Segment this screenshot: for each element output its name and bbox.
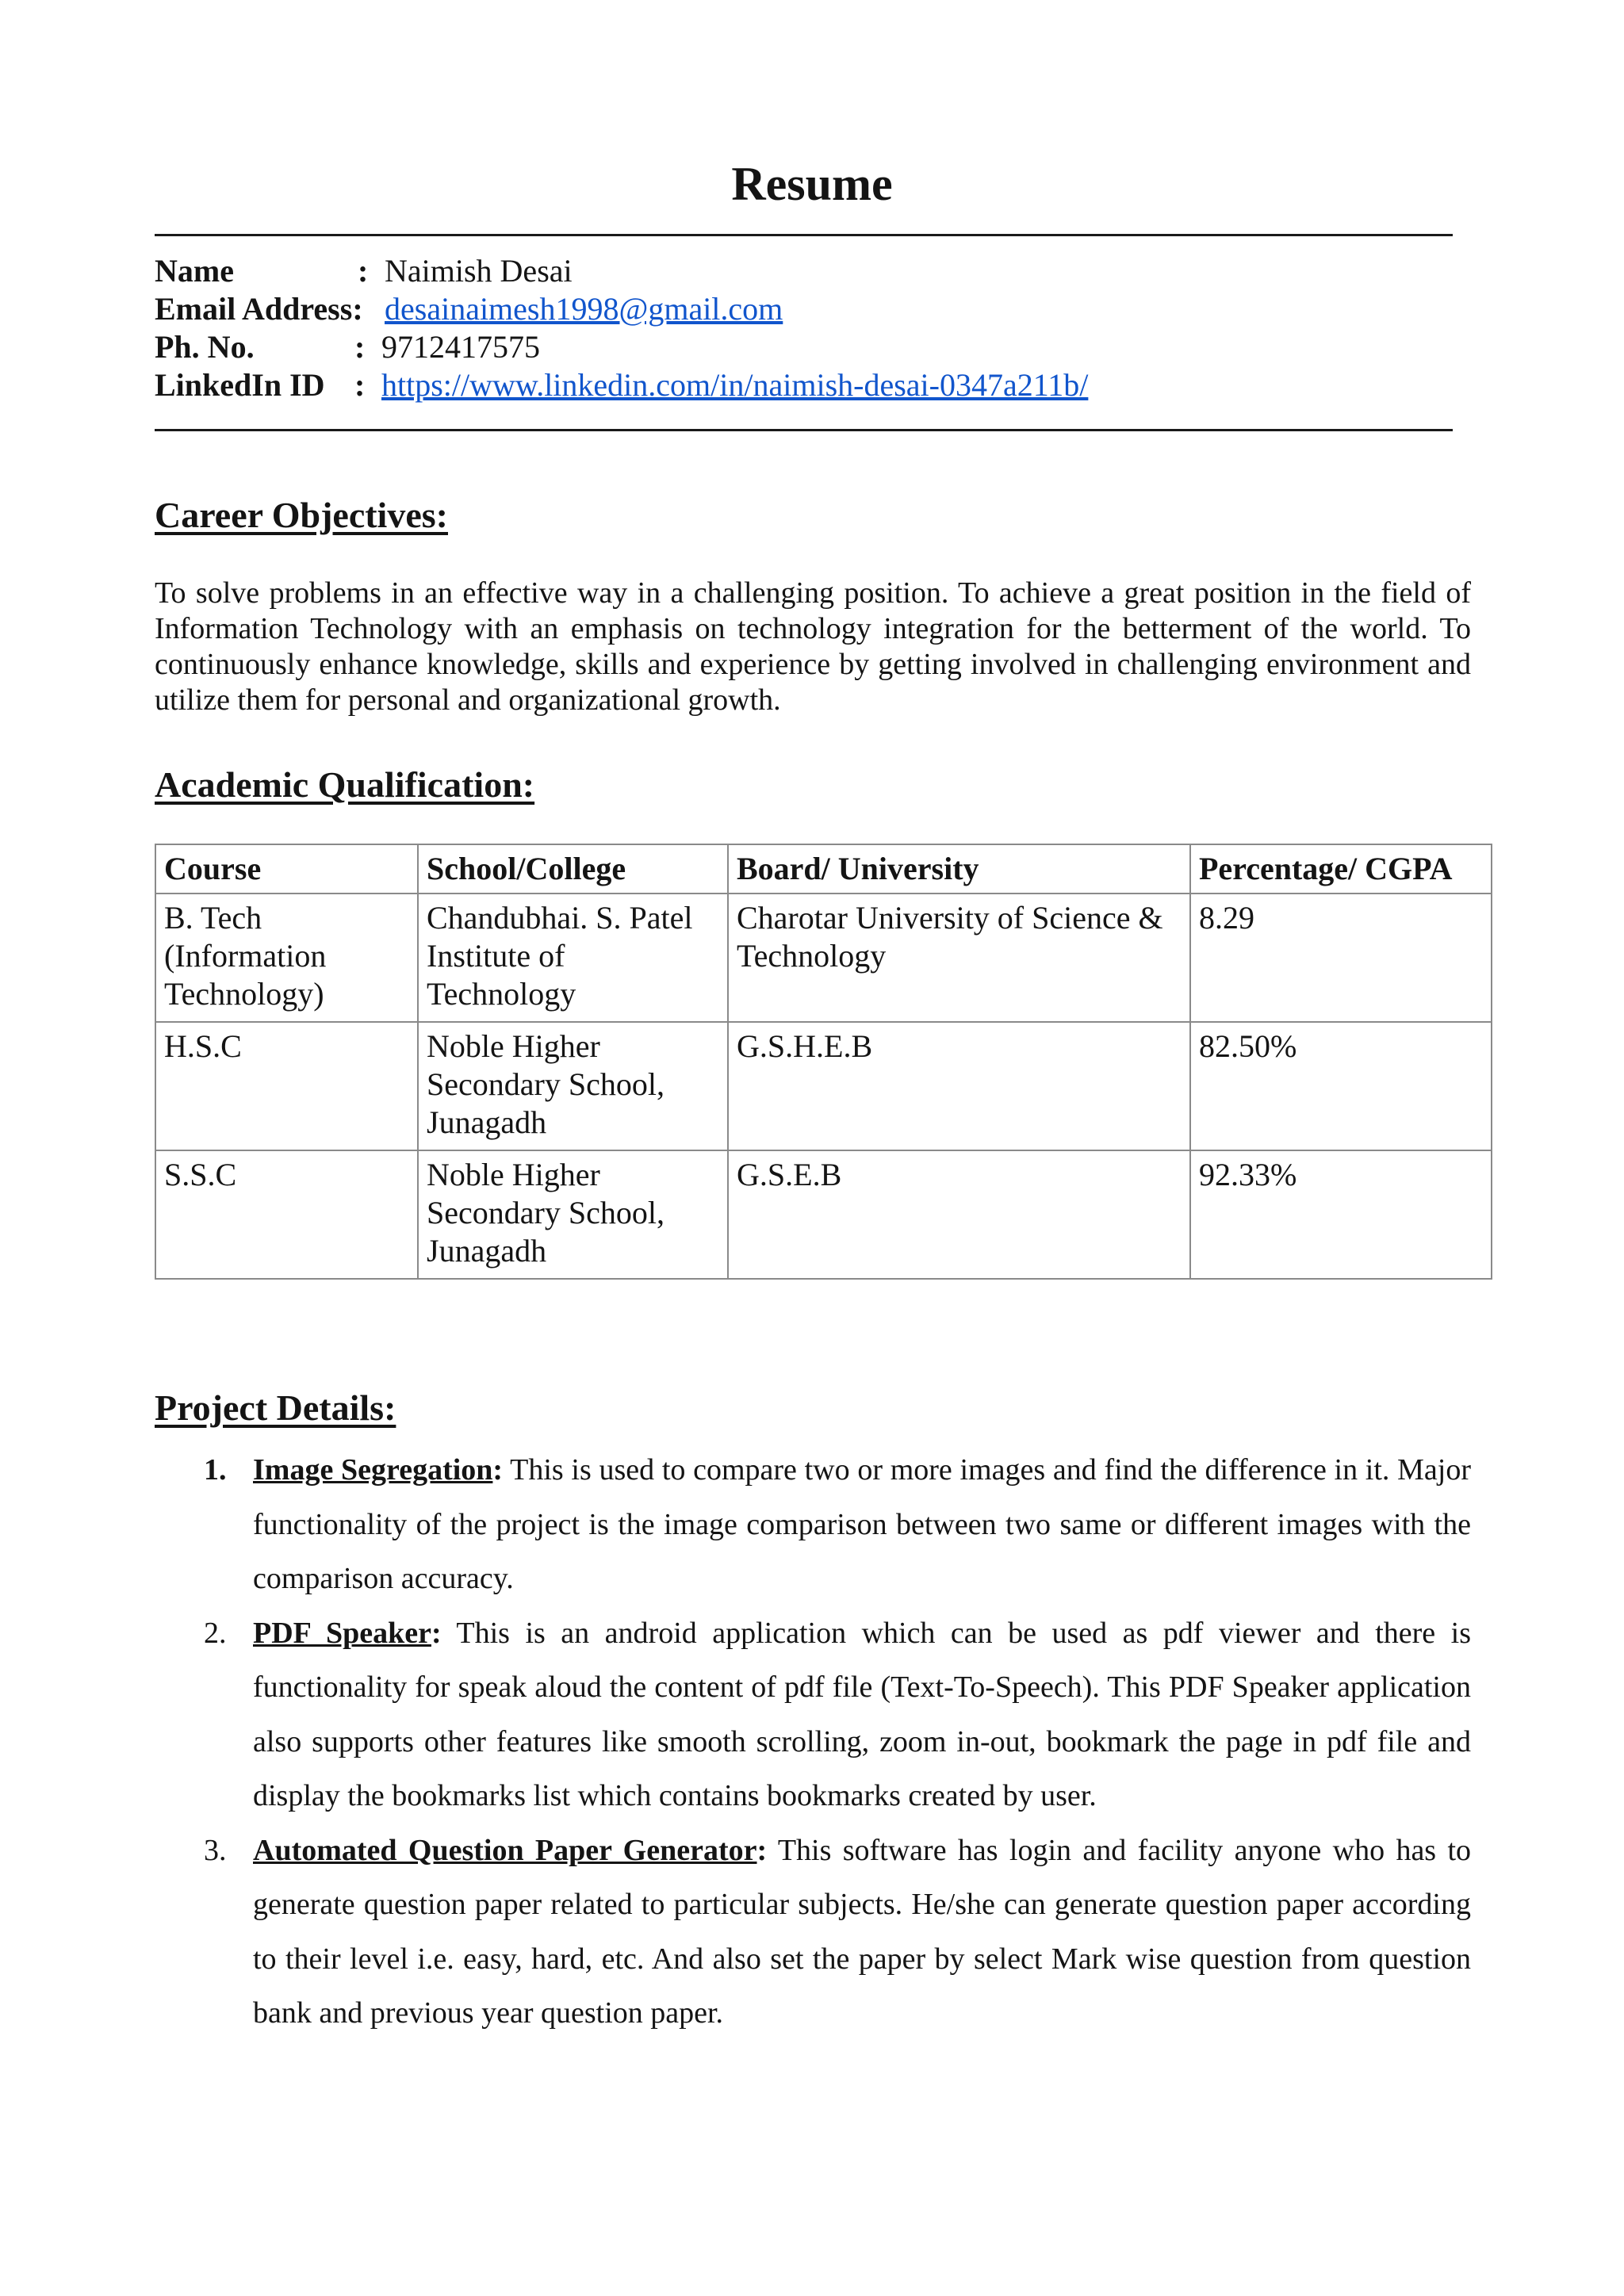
table-header-row <box>155 844 1492 894</box>
phone-label: Ph. No. <box>155 329 255 365</box>
project-description: This is used to compare two or more images and find the difference in it. Major functionality of the project is the image comparison between two same or different images with the comparison accuracy. <box>253 1453 1471 1595</box>
projects-heading: Project Details: <box>155 1387 396 1428</box>
table-row <box>155 1150 1492 1279</box>
table-cell: 82.50% <box>1190 1022 1492 1150</box>
academic-table <box>155 844 1492 1280</box>
phone-separator: : <box>354 329 366 365</box>
email-link[interactable]: desainaimesh1998@gmail.com <box>385 291 783 327</box>
column-header: Course <box>155 844 418 894</box>
project-name: PDF Speaker <box>253 1616 431 1650</box>
phone-value: 9712417575 <box>381 329 540 365</box>
email-label: Email Address: <box>155 291 363 327</box>
linkedin-label: LinkedIn ID <box>155 367 325 403</box>
table-cell: H.S.C <box>155 1022 418 1150</box>
project-list <box>155 1443 1471 2041</box>
linkedin-separator: : <box>354 367 366 403</box>
table-cell: G.S.H.E.B <box>728 1022 1190 1150</box>
table-cell: G.S.E.B <box>728 1150 1190 1279</box>
project-name: Image Segregation <box>253 1453 493 1487</box>
project-name: Automated Question Paper Generator <box>253 1833 757 1867</box>
project-item <box>155 1823 1471 2041</box>
table-row <box>155 894 1492 1022</box>
project-colon: : <box>431 1616 442 1650</box>
column-header: Percentage/ CGPA <box>1190 844 1492 894</box>
career-text: To solve problems in an effective way in a challenging position. To achieve a great position in the field of Information Technology with an emphasis on technology integration for the betterment of the world. To continuously enhance knowledge, skills and experience by getting involved in challenging environment and utilize them for personal and organizational growth. <box>155 576 1471 717</box>
table-cell: Chandubhai. S. Patel Institute of Technology <box>418 894 728 1022</box>
table-cell: S.S.C <box>155 1150 418 1279</box>
table-cell: Charotar University of Science & Technology <box>728 894 1190 1022</box>
project-description: This is an android application which can be used as pdf viewer and there is functionality for speak aloud the content of pdf file (Text-To-Speech). This PDF Speaker application also supports other features like smooth scrolling, zoom in-out, bookmark the page in pdf file and display the bookmarks list which contains bookmarks created by user. <box>253 1616 1471 1812</box>
name-label: Name <box>155 253 234 289</box>
top-divider <box>155 234 1453 236</box>
career-heading: Career Objectives: <box>155 495 448 535</box>
name-separator: : <box>358 253 369 289</box>
table-cell: Noble Higher Secondary School, Junagadh <box>418 1150 728 1279</box>
project-number: 1. <box>204 1453 227 1487</box>
page-title: Resume <box>731 158 893 210</box>
table-cell: 92.33% <box>1190 1150 1492 1279</box>
academic-heading: Academic Qualification: <box>155 764 535 805</box>
column-header: Board/ University <box>728 844 1190 894</box>
table-cell: Noble Higher Secondary School, Junagadh <box>418 1022 728 1150</box>
project-item <box>155 1443 1471 1606</box>
project-number: 3. <box>204 1833 227 1867</box>
project-number: 2. <box>204 1616 227 1650</box>
linkedin-link[interactable]: https://www.linkedin.com/in/naimish-desai-0347a211b/ <box>381 367 1089 403</box>
project-description: This software has login and facility anyone who has to generate question paper related to particular subjects. He/she can generate question paper according to their level i.e. easy, hard, etc. And also set the paper by select Mark wise question from question bank and previous year question paper. <box>253 1833 1472 2030</box>
project-colon: : <box>492 1453 504 1487</box>
table-cell: B. Tech (Information Technology) <box>155 894 418 1022</box>
table-cell: 8.29 <box>1190 894 1492 1022</box>
table-row <box>155 1022 1492 1150</box>
project-item <box>155 1606 1471 1823</box>
column-header: School/College <box>418 844 728 894</box>
bottom-divider <box>155 429 1453 431</box>
name-value: Naimish Desai <box>385 253 573 289</box>
project-colon: : <box>756 1833 768 1867</box>
